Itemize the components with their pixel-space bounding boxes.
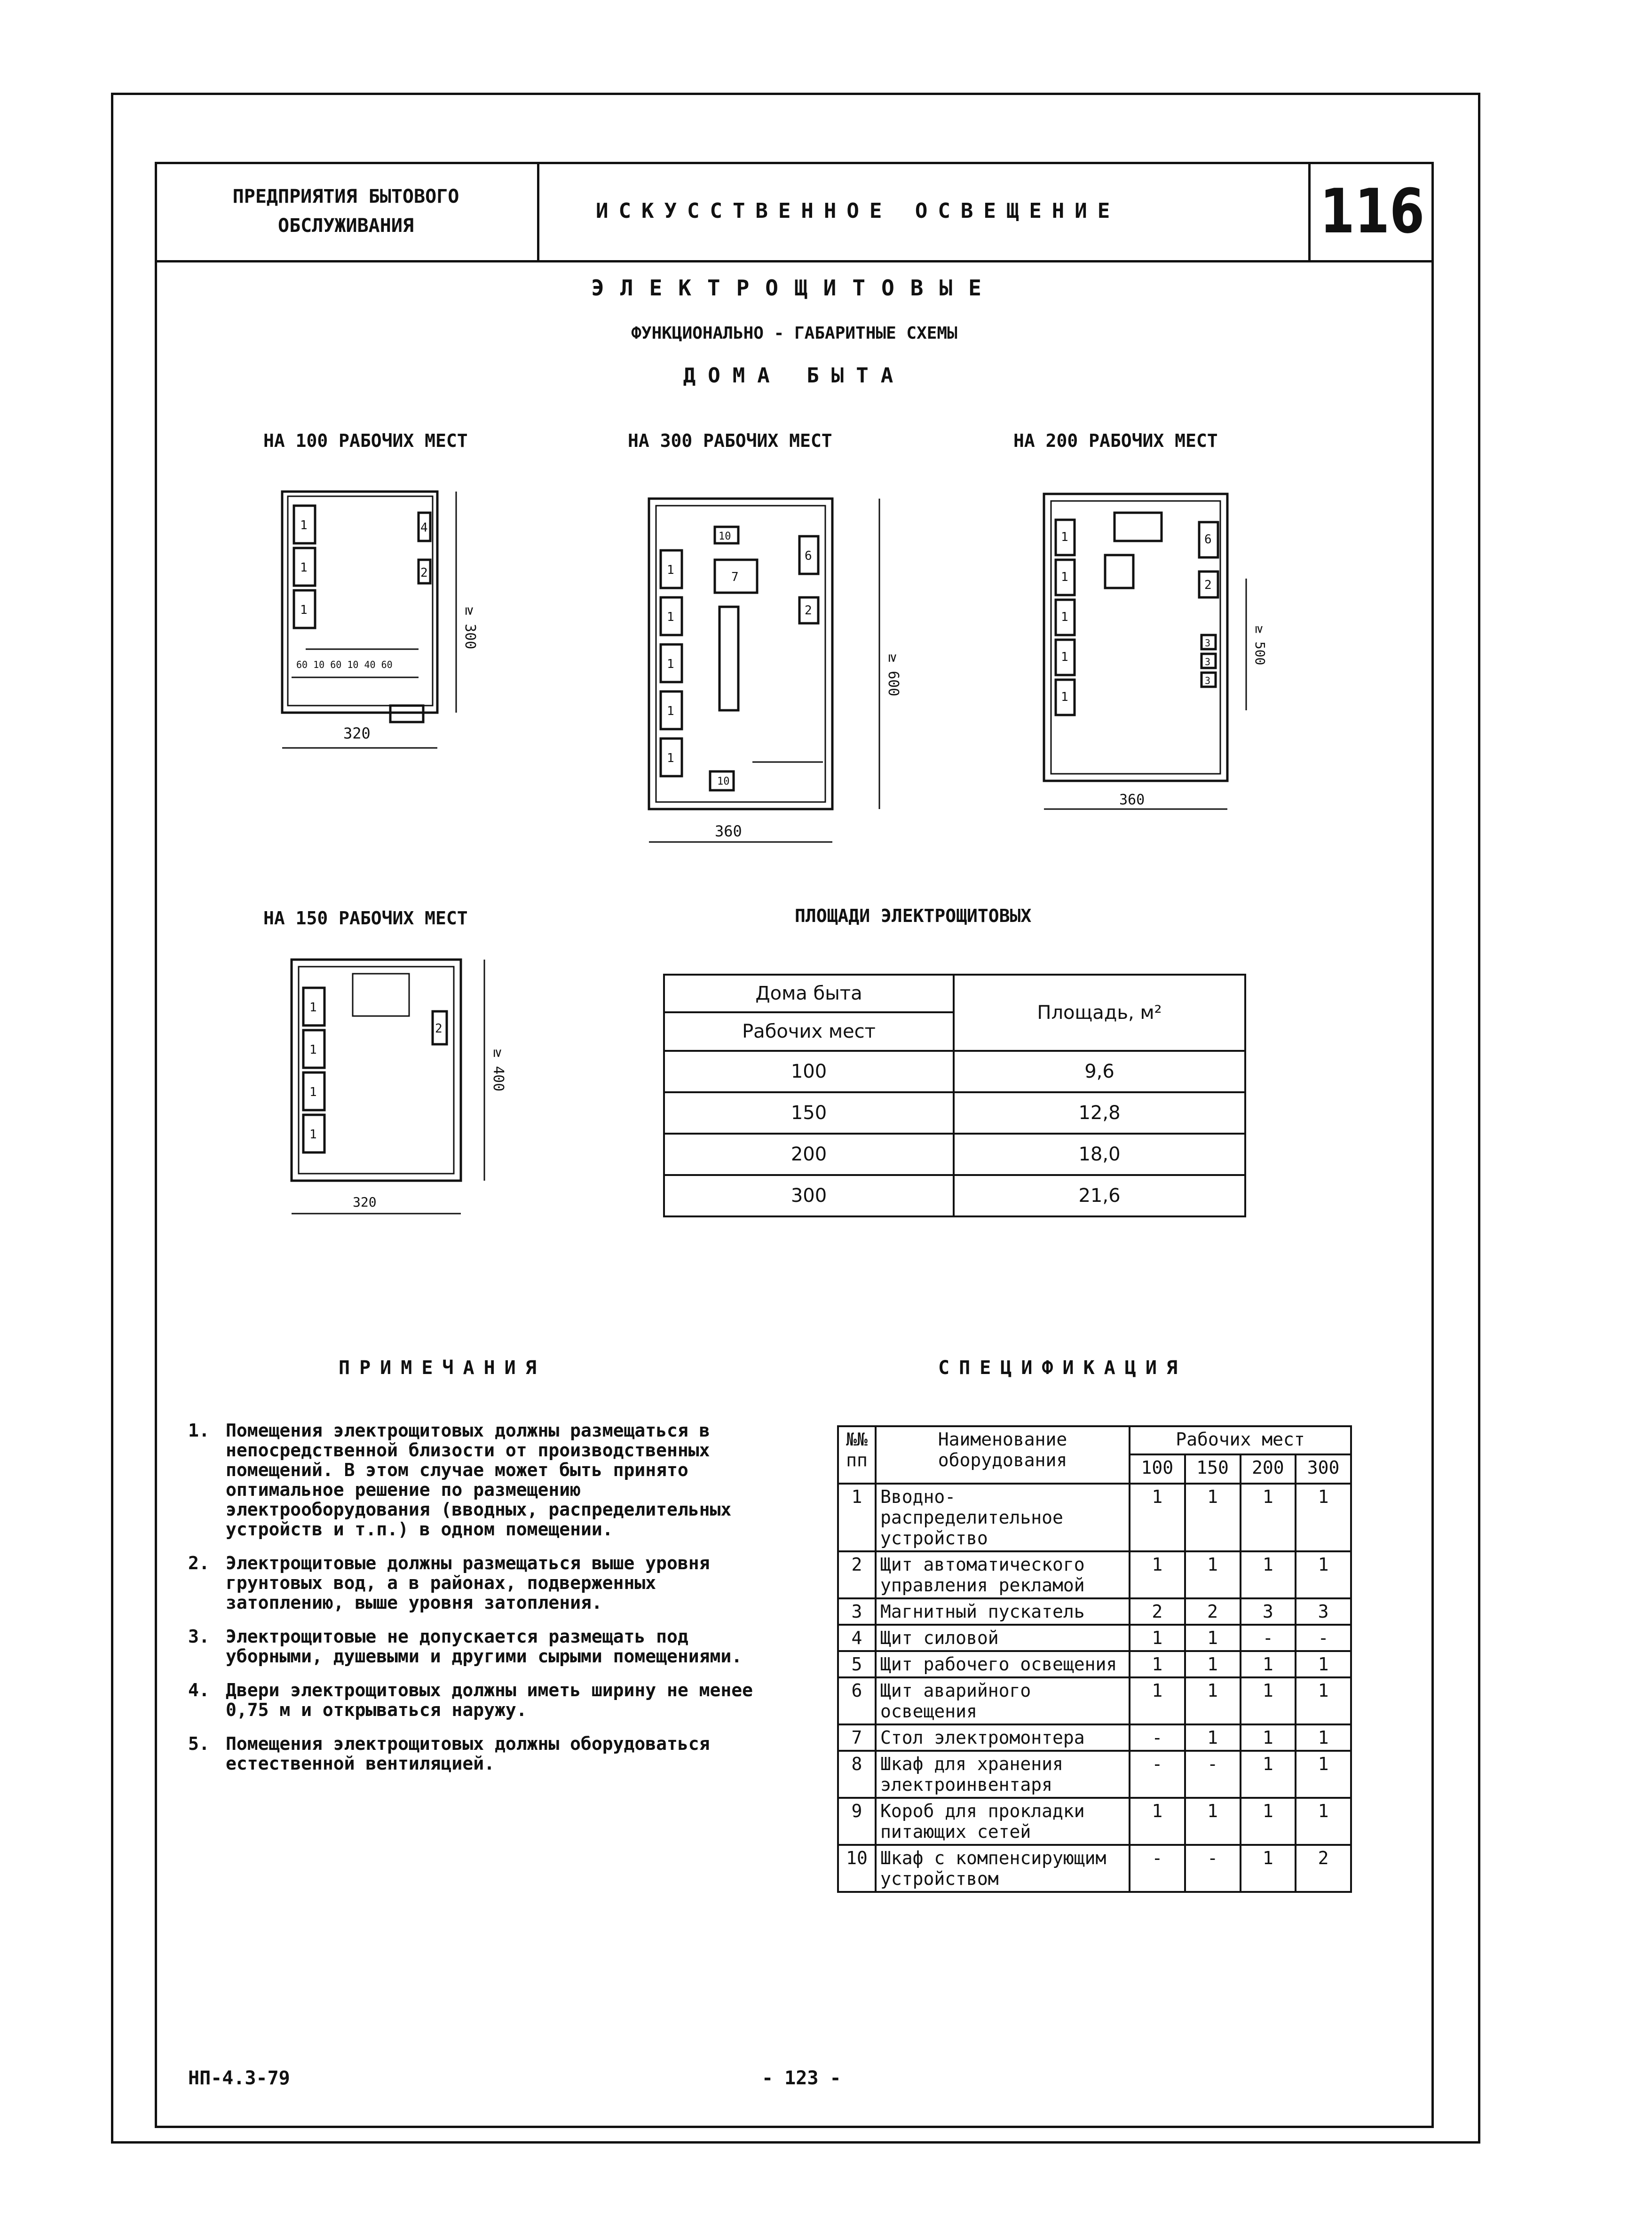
- spec-header-name: Наименование оборудования: [876, 1426, 1130, 1484]
- spec-qty: 1: [1185, 1651, 1241, 1677]
- spec-qty: 1: [1130, 1625, 1185, 1651]
- spec-qty: 1: [1185, 1798, 1241, 1845]
- spec-qty: 2: [1130, 1598, 1185, 1625]
- note-number: 2.: [188, 1553, 210, 1573]
- areas-places: 100: [664, 1051, 954, 1092]
- svg-text:3: 3: [1205, 675, 1211, 686]
- spec-qty: 1: [1296, 1551, 1351, 1598]
- svg-text:7: 7: [731, 570, 739, 584]
- org-line2: ОБСЛУЖИВАНИЯ: [278, 214, 414, 237]
- spec-qty: -: [1130, 1724, 1185, 1751]
- notes-list: [188, 1421, 799, 1787]
- spec-row: [838, 1845, 1351, 1892]
- note-text: Двери электрощитовых должны иметь ширину не менее 0,75 м и открываться наружу.: [226, 1680, 753, 1720]
- note-text: Электрощитовые должны размещаться выше уровня грунтовых вод, а в районах, подверженных затоплению, выше уровня затопления.: [226, 1553, 710, 1613]
- spec-qty: 1: [1296, 1651, 1351, 1677]
- svg-text:3: 3: [1205, 656, 1211, 667]
- spec-qty: 1: [1241, 1551, 1296, 1598]
- spec-qty: 2: [1185, 1598, 1241, 1625]
- areas-row: [664, 1092, 1245, 1134]
- svg-text:1: 1: [309, 1128, 317, 1142]
- spec-qty: 1: [1241, 1845, 1296, 1892]
- areas-table: [663, 974, 1246, 1217]
- areas-row: [664, 1134, 1245, 1175]
- spec-num: 8: [838, 1751, 876, 1798]
- spec-num: 7: [838, 1724, 876, 1751]
- spec-name: Шкаф для хранения электроинвентаря: [876, 1751, 1130, 1798]
- plan-100-height-dim: ≥ 300: [462, 607, 478, 650]
- sheet-number: 116: [1320, 175, 1425, 247]
- title-block: [155, 162, 1434, 262]
- areas-header-bottom: Рабочих мест: [664, 1012, 954, 1051]
- areas-row: [664, 1051, 1245, 1092]
- areas-value: 18,0: [954, 1134, 1245, 1175]
- svg-text:1: 1: [309, 1001, 317, 1015]
- spec-qty: 1: [1241, 1484, 1296, 1551]
- spec-num: 3: [838, 1598, 876, 1625]
- spec-num: 9: [838, 1798, 876, 1845]
- note-text: Помещения электрощитовых должны оборудоваться естественной вентиляцией.: [226, 1733, 710, 1774]
- spec-header-group: Рабочих мест: [1130, 1426, 1351, 1454]
- svg-text:1: 1: [309, 1043, 317, 1057]
- spec-name: Щит силовой: [876, 1625, 1130, 1651]
- note-text: Электрощитовые не допускается размещать под уборными, душевыми и другими сырыми помещениями.: [226, 1626, 743, 1667]
- plan-100-width-dim: 320: [343, 724, 371, 742]
- spec-qty: 1: [1241, 1724, 1296, 1751]
- plan-150-height-dim: ≥ 400: [490, 1049, 506, 1092]
- spec-num: 6: [838, 1677, 876, 1724]
- svg-text:10: 10: [717, 776, 730, 787]
- plan-200-width-dim: 360: [1119, 792, 1145, 808]
- svg-text:1: 1: [667, 610, 674, 624]
- areas-title: ПЛОЩАДИ ЭЛЕКТРОЩИТОВЫХ: [795, 905, 1032, 926]
- svg-text:6: 6: [1204, 532, 1212, 547]
- floor-plan-200: [1039, 485, 1284, 834]
- note-number: 5.: [188, 1733, 210, 1754]
- notes-title: ПРИМЕЧАНИЯ: [339, 1357, 546, 1379]
- areas-value: 12,8: [954, 1092, 1245, 1134]
- spec-row: [838, 1724, 1351, 1751]
- svg-text:2: 2: [435, 1022, 443, 1036]
- section-subject: ДОМА БЫТА: [683, 364, 906, 388]
- spec-name: Стол электромонтера: [876, 1724, 1130, 1751]
- svg-text:60 10 60 10 40 60: 60 10 60 10 40 60: [296, 659, 393, 670]
- spec-qty: -: [1130, 1845, 1185, 1892]
- spec-qty: 1: [1296, 1677, 1351, 1724]
- spec-qty: 2: [1296, 1845, 1351, 1892]
- plan-300-height-dim: ≥ 600: [885, 654, 901, 697]
- areas-row: [664, 1175, 1245, 1216]
- spec-qty: -: [1130, 1751, 1185, 1798]
- spec-name: Щит рабочего освещения: [876, 1651, 1130, 1677]
- spec-num: 10: [838, 1845, 876, 1892]
- floor-plan-100-drawing: [277, 485, 478, 767]
- spec-qty: 1: [1185, 1677, 1241, 1724]
- spec-qty: 1: [1296, 1484, 1351, 1551]
- spec-qty: -: [1185, 1845, 1241, 1892]
- spec-qty: 1: [1241, 1677, 1296, 1724]
- note-item: [188, 1627, 799, 1666]
- floor-plan-300-drawing: [644, 494, 908, 856]
- svg-text:1: 1: [309, 1085, 317, 1099]
- plan-200-height-dim: ≥ 500: [1252, 626, 1268, 666]
- note-number: 4.: [188, 1680, 210, 1700]
- svg-text:2: 2: [1204, 578, 1212, 592]
- svg-text:1: 1: [667, 563, 674, 577]
- note-number: 1.: [188, 1420, 210, 1441]
- spec-qty: 1: [1241, 1751, 1296, 1798]
- spec-qty: 3: [1296, 1598, 1351, 1625]
- svg-text:1: 1: [667, 751, 674, 765]
- note-item: [188, 1680, 799, 1720]
- spec-name: Щит аварийного освещения: [876, 1677, 1130, 1724]
- areas-places: 200: [664, 1134, 954, 1175]
- spec-qty: 1: [1296, 1751, 1351, 1798]
- document-code: НП-4.3-79: [188, 2067, 290, 2089]
- svg-text:1: 1: [1061, 650, 1068, 664]
- spec-name: Короб для прокладки питающих сетей: [876, 1798, 1130, 1845]
- spec-row: [838, 1551, 1351, 1598]
- spec-row: [838, 1598, 1351, 1625]
- areas-places: 150: [664, 1092, 954, 1134]
- spec-header-num: №№ пп: [838, 1426, 876, 1484]
- spec-num: 5: [838, 1651, 876, 1677]
- spec-name: Щит автоматического управления рекламой: [876, 1551, 1130, 1598]
- spec-qty: 1: [1185, 1484, 1241, 1551]
- plan-label-150: НА 150 РАБОЧИХ МЕСТ: [263, 908, 468, 929]
- svg-text:1: 1: [667, 657, 674, 671]
- svg-text:1: 1: [300, 603, 308, 617]
- svg-text:10: 10: [719, 531, 731, 542]
- spec-qty: 1: [1185, 1724, 1241, 1751]
- areas-value: 9,6: [954, 1051, 1245, 1092]
- floor-plan-300: [644, 494, 908, 858]
- plan-300-width-dim: 360: [715, 822, 742, 840]
- spec-qty: 1: [1130, 1551, 1185, 1598]
- plan-label-200: НА 200 РАБОЧИХ МЕСТ: [1013, 430, 1218, 451]
- spec-row: [838, 1677, 1351, 1724]
- areas-header-area: Площадь, м²: [954, 975, 1245, 1051]
- spec-col-200: 200: [1241, 1454, 1296, 1484]
- plan-150-width-dim: 320: [353, 1194, 377, 1210]
- note-item: [188, 1734, 799, 1773]
- section-subtitle: ФУНКЦИОНАЛЬНО - ГАБАРИТНЫЕ СХЕМЫ: [631, 324, 957, 343]
- areas-header-top: Дома быта: [664, 975, 954, 1012]
- spec-qty: 1: [1130, 1651, 1185, 1677]
- svg-text:1: 1: [1061, 610, 1068, 624]
- spec-row: [838, 1625, 1351, 1651]
- svg-text:1: 1: [300, 518, 308, 532]
- note-item: [188, 1421, 799, 1539]
- areas-value: 21,6: [954, 1175, 1245, 1216]
- organization-cell: [155, 162, 539, 260]
- spec-col-100: 100: [1130, 1454, 1185, 1484]
- spec-qty: 1: [1130, 1798, 1185, 1845]
- svg-text:1: 1: [1061, 570, 1068, 584]
- org-line1: ПРЕДПРИЯТИЯ БЫТОВОГО: [232, 185, 459, 207]
- spec-qty: -: [1296, 1625, 1351, 1651]
- svg-text:3: 3: [1205, 637, 1211, 649]
- floor-plan-150: [282, 945, 508, 1230]
- note-number: 3.: [188, 1626, 210, 1647]
- sheet-title: ИСКУССТВЕННОЕ ОСВЕЩЕНИЕ: [539, 162, 1311, 260]
- spec-num: 4: [838, 1625, 876, 1651]
- svg-text:4: 4: [420, 521, 428, 535]
- note-item: [188, 1553, 799, 1612]
- svg-text:1: 1: [1061, 530, 1068, 544]
- spec-row: [838, 1798, 1351, 1845]
- spec-name: Шкаф с компенсирующим устройством: [876, 1845, 1130, 1892]
- spec-qty: 1: [1241, 1798, 1296, 1845]
- spec-qty: -: [1241, 1625, 1296, 1651]
- spec-row: [838, 1484, 1351, 1551]
- svg-text:2: 2: [420, 566, 428, 580]
- svg-text:6: 6: [805, 549, 812, 563]
- svg-text:2: 2: [805, 604, 812, 618]
- plan-label-300: НА 300 РАБОЧИХ МЕСТ: [628, 430, 832, 451]
- spec-qty: -: [1185, 1751, 1241, 1798]
- spec-qty: 1: [1130, 1484, 1185, 1551]
- floor-plan-200-drawing: [1039, 485, 1284, 833]
- svg-text:1: 1: [1061, 690, 1068, 704]
- spec-qty: 1: [1241, 1651, 1296, 1677]
- spec-table: [837, 1425, 1352, 1893]
- spec-qty: 1: [1185, 1625, 1241, 1651]
- spec-title: СПЕЦИФИКАЦИЯ: [938, 1357, 1187, 1379]
- spec-qty: 1: [1296, 1798, 1351, 1845]
- spec-col-300: 300: [1296, 1454, 1351, 1484]
- spec-num: 1: [838, 1484, 876, 1551]
- spec-qty: 1: [1296, 1724, 1351, 1751]
- note-text: Помещения электрощитовых должны размещаться в непосредственной близости от производственных помещений. В этом случае может быть принято оптимальное решение по размещению электрооборудования (вводных, распределительных устройств и т.п.) в одном помещении.: [226, 1420, 732, 1540]
- svg-text:1: 1: [667, 704, 674, 718]
- spec-qty: 1: [1185, 1551, 1241, 1598]
- floor-plan-150-drawing: [282, 945, 508, 1228]
- section-title: ЭЛЕКТРОЩИТОВЫЕ: [591, 275, 997, 301]
- spec-num: 2: [838, 1551, 876, 1598]
- spec-row: [838, 1751, 1351, 1798]
- spec-qty: 3: [1241, 1598, 1296, 1625]
- floor-plan-100: [277, 485, 478, 769]
- spec-col-150: 150: [1185, 1454, 1241, 1484]
- svg-text:1: 1: [300, 561, 308, 575]
- spec-qty: 1: [1130, 1677, 1185, 1724]
- page-number: - 123 -: [762, 2067, 841, 2089]
- spec-name: Магнитный пускатель: [876, 1598, 1130, 1625]
- plan-label-100: НА 100 РАБОЧИХ МЕСТ: [263, 430, 468, 451]
- spec-row: [838, 1651, 1351, 1677]
- spec-name: Вводно-распределительное устройство: [876, 1484, 1130, 1551]
- areas-places: 300: [664, 1175, 954, 1216]
